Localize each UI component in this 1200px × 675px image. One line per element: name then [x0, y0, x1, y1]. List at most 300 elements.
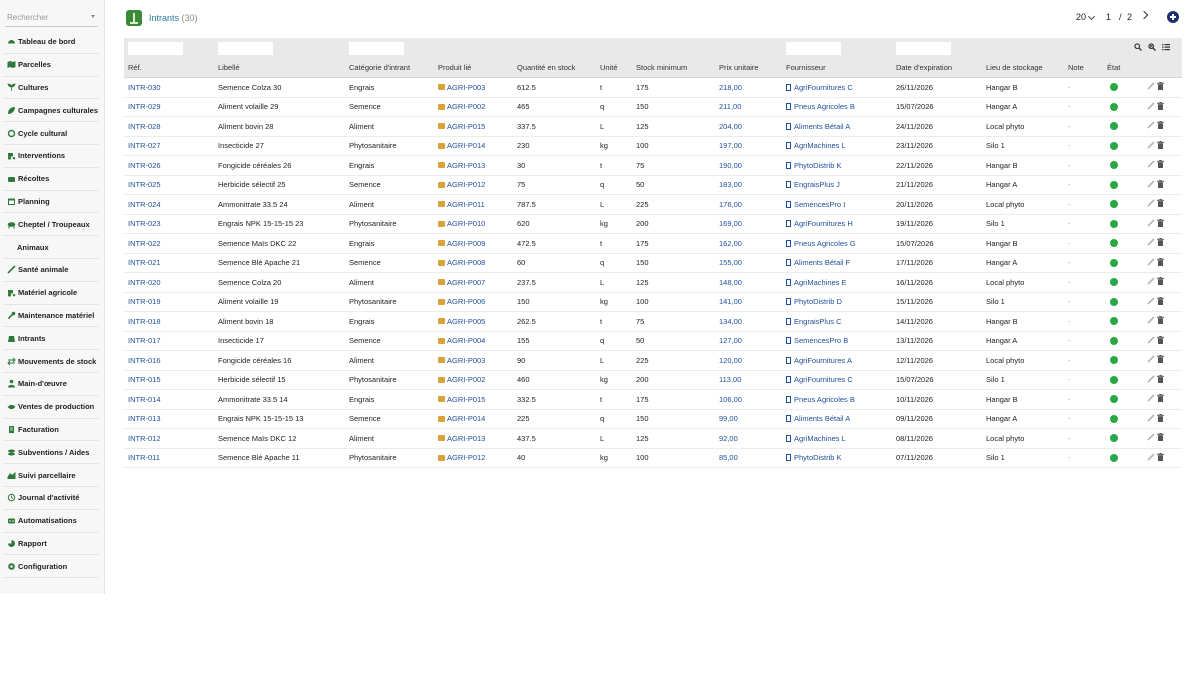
sidebar-item-subventions-aides[interactable] [4, 441, 99, 464]
cell-prix-text: 211,00 [719, 102, 742, 111]
cell-categorie [349, 375, 397, 384]
cell-produit-text[interactable]: AGRI-P015 [447, 394, 486, 404]
cell-ref-text[interactable]: INTR-018 [128, 316, 161, 326]
cell-quantite-text: 620 [517, 219, 530, 228]
sidebar-item-ventes-de-production[interactable] [4, 396, 99, 419]
cell-fournisseur-text[interactable]: EngraisPlus J [794, 180, 840, 189]
sidebar-item-recoltes[interactable] [4, 168, 99, 191]
cell-ref[interactable] [128, 200, 161, 209]
edit-icon[interactable] [1147, 394, 1155, 402]
cell-produit[interactable] [438, 180, 485, 189]
cell-ref[interactable] [128, 434, 161, 443]
table-row[interactable] [124, 390, 1182, 410]
sidebar-item-planning[interactable] [4, 191, 99, 214]
cell-prix [719, 239, 742, 248]
cell-produit-text[interactable]: AGRI-P014 [447, 414, 486, 423]
cell-ref-text[interactable]: INTR-013 [128, 414, 161, 423]
edit-icon[interactable] [1147, 141, 1155, 149]
sidebar-item-main-d-uvre[interactable] [4, 373, 99, 396]
edit-icon[interactable] [1147, 180, 1155, 188]
cell-ref-text[interactable]: INTR-012 [128, 433, 161, 443]
delete-icon[interactable] [1157, 414, 1164, 422]
cell-produit[interactable] [438, 395, 485, 404]
transfer-icon [7, 357, 16, 366]
cell-ref[interactable] [128, 239, 161, 248]
cell-ref-text[interactable]: INTR-025 [128, 180, 161, 189]
sidebar-item-sante-animale[interactable] [4, 259, 99, 282]
cell-ref[interactable] [128, 297, 161, 306]
cell-fournisseur[interactable] [786, 356, 852, 365]
cell-ref[interactable] [128, 395, 161, 404]
cell-fournisseur[interactable] [786, 122, 850, 131]
cell-fournisseur-text[interactable]: SemencesPro B [794, 336, 849, 345]
cell-lieu-text: Local phyto [986, 433, 1025, 443]
cell-fournisseur[interactable] [786, 180, 840, 189]
cell-ref-text[interactable]: INTR-022 [128, 238, 161, 248]
cell-fournisseur[interactable] [786, 395, 855, 404]
column-header[interactable]: Stock minimum [636, 63, 688, 72]
table-row[interactable] [124, 429, 1182, 449]
edit-icon[interactable] [1147, 277, 1155, 285]
sidebar-item-label: Main-d'œuvre [18, 379, 67, 389]
cell-fournisseur[interactable] [786, 434, 846, 443]
table-row[interactable] [124, 98, 1182, 118]
cell-produit[interactable] [438, 297, 485, 306]
edit-icon[interactable] [1147, 121, 1155, 129]
cell-lieu-text: Silo 1 [986, 219, 1005, 228]
sidebar-item-campagnes-culturales[interactable] [4, 99, 99, 122]
edit-icon[interactable] [1147, 82, 1155, 90]
handshake-icon [7, 402, 16, 411]
cell-prix [719, 102, 741, 111]
cell-categorie-text: Phytosanitaire [349, 375, 397, 384]
cell-produit[interactable] [438, 239, 485, 248]
cell-unite-text: q [600, 180, 605, 189]
column-header[interactable]: Produit lié [438, 63, 472, 72]
delete-icon[interactable] [1157, 453, 1164, 461]
table-row[interactable] [124, 137, 1182, 157]
edit-icon[interactable] [1147, 336, 1155, 344]
cell-ref-text[interactable]: INTR-029 [128, 102, 161, 111]
cell-quantite-text: 332.5 [517, 394, 536, 404]
cell-fournisseur[interactable] [786, 336, 848, 345]
cell-fournisseur[interactable] [786, 278, 847, 287]
cell-prix-text: 218,00 [719, 82, 742, 92]
sidebar-item-intrants[interactable] [4, 327, 99, 350]
delete-icon[interactable] [1157, 394, 1164, 402]
cell-quantite-text: 150 [517, 297, 530, 306]
cell-ref-text[interactable]: INTR-017 [128, 336, 161, 345]
cell-produit-text[interactable]: AGRI-P013 [447, 160, 486, 170]
cell-fournisseur-text[interactable]: Aliments Bétail A [794, 414, 851, 423]
sidebar-item-tableau-de-bord[interactable] [4, 31, 99, 54]
column-header[interactable]: Fournisseur [786, 63, 826, 72]
cell-note [1068, 278, 1071, 287]
cell-ref-text[interactable]: INTR-023 [128, 219, 161, 228]
cell-produit[interactable] [438, 453, 485, 462]
delete-icon[interactable] [1157, 121, 1164, 129]
cell-ref[interactable] [128, 83, 161, 92]
cell-ref[interactable] [128, 219, 161, 228]
cell-quantite [517, 317, 536, 326]
cell-categorie [349, 434, 374, 443]
table-row[interactable] [124, 351, 1182, 371]
cell-note-text: - [1068, 414, 1071, 423]
cell-fournisseur-text[interactable]: AgriFournitures C [794, 375, 853, 384]
sidebar-item-label: Intrants [18, 333, 46, 343]
status-indicator-icon [1110, 395, 1118, 403]
delete-icon[interactable] [1157, 219, 1164, 227]
table-row[interactable] [124, 215, 1182, 235]
cell-produit-text[interactable]: AGRI-P002 [447, 102, 486, 111]
cell-ref[interactable] [128, 317, 161, 326]
cell-unite [600, 258, 604, 267]
cell-ref[interactable] [128, 278, 161, 287]
cell-categorie-text: Engrais [349, 394, 375, 404]
search-input[interactable] [5, 10, 91, 24]
cell-ref[interactable] [128, 102, 161, 111]
cell-date [896, 141, 933, 150]
cell-ref-text[interactable]: INTR-015 [128, 375, 161, 384]
cell-stock-min-text: 100 [636, 141, 649, 150]
tractor-icon [7, 151, 16, 160]
table-row[interactable] [124, 293, 1182, 313]
delete-icon[interactable] [1157, 277, 1164, 285]
cell-lieu [986, 83, 1018, 92]
cell-note [1068, 375, 1071, 384]
edit-icon[interactable] [1147, 258, 1155, 266]
cell-stock-min-text: 125 [636, 121, 649, 131]
edit-icon[interactable] [1147, 316, 1155, 324]
cell-stock-min [636, 356, 649, 365]
cell-fournisseur-text[interactable]: Pneus Agricoles B [794, 394, 855, 404]
column-header[interactable]: Note [1068, 63, 1084, 72]
cell-prix [719, 83, 742, 92]
delete-icon[interactable] [1157, 238, 1164, 246]
cell-ref-text[interactable]: INTR-021 [128, 258, 161, 267]
cell-fournisseur[interactable] [786, 375, 853, 384]
column-header[interactable]: Prix unitaire [719, 63, 759, 72]
cell-prix-text: 120,00 [719, 355, 742, 365]
cell-ref[interactable] [128, 141, 161, 150]
sidebar-item-cheptel-troupeaux[interactable] [4, 213, 99, 236]
cell-fournisseur-text[interactable]: AgriMachines L [794, 433, 846, 443]
column-header[interactable]: Date d'expiration [896, 63, 953, 72]
cell-fournisseur[interactable] [786, 219, 853, 228]
filter-categorie-input[interactable] [349, 42, 404, 55]
cell-fournisseur-text[interactable]: PhytoDistrib D [794, 297, 842, 306]
cell-produit[interactable] [438, 414, 485, 423]
table-row[interactable] [124, 156, 1182, 176]
per-page-select[interactable]: 20 [1076, 12, 1087, 22]
cell-quantite [517, 258, 525, 267]
cell-produit-text[interactable]: AGRI-P011 [447, 199, 485, 209]
cell-produit-text[interactable]: AGRI-P015 [447, 121, 486, 131]
cell-fournisseur-text[interactable]: AgriFournitures A [794, 355, 852, 365]
cell-ref-text[interactable]: INTR-026 [128, 160, 161, 170]
delete-icon[interactable] [1157, 102, 1164, 110]
cell-fournisseur[interactable] [786, 258, 850, 267]
clear-filter-icon[interactable] [1148, 43, 1156, 51]
edit-icon[interactable] [1147, 433, 1155, 441]
table-row[interactable] [124, 332, 1182, 352]
delete-icon[interactable] [1157, 375, 1164, 383]
building-icon [786, 181, 791, 188]
edit-icon[interactable] [1147, 355, 1155, 363]
cell-stock-min-text: 175 [636, 238, 649, 248]
sidebar-item-parcelles[interactable] [4, 54, 99, 77]
sidebar-item-mouvements-de-stock[interactable] [4, 350, 99, 373]
cell-fournisseur-text[interactable]: PhytoDistrib K [794, 160, 842, 170]
cell-produit[interactable] [438, 356, 485, 365]
chevron-down-icon[interactable] [91, 15, 95, 18]
cell-produit[interactable] [438, 258, 485, 267]
sidebar-item-interventions[interactable] [4, 145, 99, 168]
add-record-button[interactable] [1167, 11, 1179, 23]
cell-quantite [517, 395, 536, 404]
table-row[interactable] [124, 78, 1182, 98]
cell-ref-text[interactable]: INTR-019 [128, 297, 161, 306]
status-indicator-icon [1110, 161, 1118, 169]
cell-produit[interactable] [438, 122, 485, 131]
cell-fournisseur-text[interactable]: Aliments Bétail F [794, 258, 851, 267]
cell-date [896, 278, 933, 287]
table-row[interactable] [124, 273, 1182, 293]
cell-unite [600, 375, 608, 384]
delete-icon[interactable] [1157, 297, 1164, 305]
table-row[interactable] [124, 312, 1182, 332]
column-header[interactable]: Réf. [128, 63, 142, 72]
cell-ref[interactable] [128, 414, 161, 423]
cell-produit-text[interactable]: AGRI-P002 [447, 375, 486, 384]
sidebar-item-cycle-cultural[interactable] [4, 122, 99, 145]
sidebar-item-cultures[interactable] [4, 77, 99, 100]
sidebar-item-rapport[interactable] [4, 533, 99, 556]
cell-fournisseur[interactable] [786, 414, 850, 423]
cell-ref[interactable] [128, 180, 161, 189]
cell-unite-text: kg [600, 375, 608, 384]
cell-fournisseur[interactable] [786, 83, 853, 92]
delete-icon[interactable] [1157, 336, 1164, 344]
cell-fournisseur[interactable] [786, 141, 846, 150]
cell-ref-text[interactable]: INTR-014 [128, 394, 161, 404]
cell-produit-text[interactable]: AGRI-P012 [447, 453, 486, 462]
cell-ref[interactable] [128, 122, 161, 131]
cell-fournisseur[interactable] [786, 200, 845, 209]
status-indicator-icon [1110, 298, 1118, 306]
cell-produit-text[interactable]: AGRI-P010 [447, 219, 486, 228]
sidebar-item-automatisations[interactable] [4, 510, 99, 533]
cell-date-text: 26/11/2026 [896, 82, 933, 92]
edit-icon[interactable] [1147, 453, 1155, 461]
cell-libelle [218, 219, 303, 228]
delete-icon[interactable] [1157, 199, 1164, 207]
table-row[interactable] [124, 254, 1182, 274]
cell-prix [719, 453, 738, 462]
table-row[interactable] [124, 449, 1182, 469]
cell-produit-text[interactable]: AGRI-P013 [447, 433, 486, 443]
filter-date-input[interactable] [896, 42, 951, 55]
edit-icon[interactable] [1147, 297, 1155, 305]
edit-icon[interactable] [1147, 414, 1155, 422]
cell-fournisseur-text[interactable]: AgriMachines L [794, 141, 846, 150]
cell-produit-text[interactable]: AGRI-P014 [447, 141, 486, 150]
cell-stock-min-text: 225 [636, 199, 649, 209]
sidebar-item-suivi-parcellaire[interactable] [4, 464, 99, 487]
delete-icon[interactable] [1157, 180, 1164, 188]
sidebar-item-animaux[interactable] [4, 236, 99, 259]
cell-stock-min-text: 150 [636, 258, 649, 267]
cell-produit-text[interactable]: AGRI-P006 [447, 297, 486, 306]
cell-produit-text[interactable]: AGRI-P009 [447, 238, 486, 248]
cell-produit[interactable] [438, 375, 485, 384]
delete-icon[interactable] [1157, 160, 1164, 168]
cell-fournisseur[interactable] [786, 317, 842, 326]
cell-ref-text[interactable]: INTR-024 [128, 199, 161, 209]
cell-ref-text[interactable]: INTR-028 [128, 121, 161, 131]
cell-ref[interactable] [128, 453, 160, 462]
delete-icon[interactable] [1157, 258, 1164, 266]
edit-icon[interactable] [1147, 238, 1155, 246]
field-track-icon [7, 471, 16, 480]
sidebar-item-maintenance-materiel[interactable] [4, 305, 99, 328]
cell-ref[interactable] [128, 258, 161, 267]
delete-icon[interactable] [1157, 316, 1164, 324]
cell-date [896, 395, 933, 404]
cell-prix [719, 122, 742, 131]
cell-prix-text: 134,00 [719, 316, 742, 326]
edit-icon[interactable] [1147, 219, 1155, 227]
sidebar-item-facturation[interactable] [4, 419, 99, 442]
cell-fournisseur-text[interactable]: Aliments Bétail A [794, 121, 851, 131]
cell-produit-text[interactable]: AGRI-P008 [447, 258, 486, 267]
cell-produit-text[interactable]: AGRI-P003 [447, 355, 486, 365]
sidebar-item-journal-d-activite[interactable] [4, 487, 99, 510]
cell-produit[interactable] [438, 141, 485, 150]
cell-fournisseur-text[interactable]: Pneus Agricoles B [794, 102, 855, 111]
table-row[interactable] [124, 234, 1182, 254]
cell-produit-text[interactable]: AGRI-P012 [447, 180, 486, 189]
table-row[interactable] [124, 195, 1182, 215]
column-header[interactable]: Libellé [218, 63, 240, 72]
edit-icon[interactable] [1147, 199, 1155, 207]
cell-categorie-text: Semence [349, 102, 381, 111]
cell-produit[interactable] [438, 161, 485, 170]
cell-fournisseur[interactable] [786, 453, 842, 462]
cell-fournisseur-text[interactable]: SemencesPro I [794, 199, 846, 209]
sidebar-item-materiel-agricole[interactable] [4, 282, 99, 305]
column-header[interactable]: État [1107, 63, 1121, 72]
column-header[interactable]: Catégorie d'intrant [349, 63, 411, 72]
cell-unite-text: kg [600, 219, 608, 228]
cell-ref[interactable] [128, 375, 161, 384]
cell-ref-text[interactable]: INTR-030 [128, 82, 161, 92]
edit-icon[interactable] [1147, 375, 1155, 383]
cell-produit[interactable] [438, 336, 485, 345]
column-header[interactable]: Unité [600, 63, 618, 72]
column-header[interactable]: Quantité en stock [517, 63, 576, 72]
sidebar-item-label: Journal d'activité [18, 493, 80, 503]
cell-fournisseur-text[interactable]: PhytoDistrib K [794, 453, 842, 462]
delete-icon[interactable] [1157, 141, 1164, 149]
cell-note-text: - [1068, 336, 1071, 345]
filter-fournisseur-input[interactable] [786, 42, 841, 55]
cell-quantite-text: 787.5 [517, 199, 536, 209]
cell-produit[interactable] [438, 200, 485, 209]
table-row[interactable] [124, 176, 1182, 196]
search-icon[interactable] [1134, 43, 1142, 51]
cell-produit-text[interactable]: AGRI-P005 [447, 316, 486, 326]
filter-libelle-input[interactable] [218, 42, 273, 55]
cell-fournisseur[interactable] [786, 102, 855, 111]
cell-fournisseur-text[interactable]: AgriFournitures H [794, 219, 853, 228]
cell-date-text: 15/11/2026 [896, 297, 933, 306]
cell-fournisseur-text[interactable]: Pneus Agricoles G [794, 238, 856, 248]
cell-fournisseur-text[interactable]: AgriMachines E [794, 277, 847, 287]
table-row[interactable] [124, 410, 1182, 430]
cell-produit[interactable] [438, 278, 485, 287]
sidebar-item-label: Matériel agricole [18, 288, 78, 298]
cell-prix [719, 375, 741, 384]
cell-lieu-text: Silo 1 [986, 453, 1005, 462]
cell-produit-text[interactable]: AGRI-P007 [447, 277, 486, 287]
delete-icon[interactable] [1157, 355, 1164, 363]
cell-fournisseur[interactable] [786, 161, 842, 170]
cell-ref[interactable] [128, 356, 161, 365]
filter-ref-input[interactable] [128, 42, 183, 55]
cell-categorie [349, 180, 381, 189]
sidebar-nav [0, 31, 104, 578]
table-row[interactable] [124, 117, 1182, 137]
cell-produit[interactable] [438, 83, 485, 92]
sidebar-item-configuration[interactable] [4, 555, 99, 578]
table-row[interactable] [124, 371, 1182, 391]
cell-ref-text[interactable]: INTR-016 [128, 355, 161, 365]
column-header[interactable]: Lieu de stockage [986, 63, 1043, 72]
cell-produit[interactable] [438, 317, 485, 326]
cell-categorie-text: Aliment [349, 121, 375, 131]
cell-produit[interactable] [438, 219, 485, 228]
page-title [149, 13, 198, 23]
cell-fournisseur-text[interactable]: EngraisPlus C [794, 316, 842, 326]
delete-icon[interactable] [1157, 82, 1164, 90]
cell-quantite [517, 239, 536, 248]
cell-produit[interactable] [438, 102, 485, 111]
cell-fournisseur[interactable] [786, 239, 856, 248]
gear-icon [7, 562, 16, 571]
next-page-icon[interactable] [1140, 11, 1148, 19]
edit-icon[interactable] [1147, 160, 1155, 168]
cell-ref-text[interactable]: INTR-027 [128, 141, 161, 150]
status-indicator-icon [1110, 278, 1118, 286]
cell-fournisseur[interactable] [786, 297, 842, 306]
cell-fournisseur-text[interactable]: AgriFournitures C [794, 82, 853, 92]
cell-produit-text[interactable]: AGRI-P004 [447, 336, 486, 345]
cell-ref-text[interactable]: INTR-020 [128, 277, 161, 287]
cell-ref[interactable] [128, 336, 161, 345]
cell-ref-text[interactable]: INTR-011 [128, 453, 160, 462]
cell-ref[interactable] [128, 161, 161, 170]
cell-produit-text[interactable]: AGRI-P003 [447, 82, 486, 92]
sidebar-search[interactable] [5, 10, 98, 27]
chevron-down-icon[interactable] [1088, 13, 1095, 20]
cell-produit[interactable] [438, 434, 485, 443]
cell-note-text: - [1068, 102, 1071, 111]
delete-icon[interactable] [1157, 433, 1164, 441]
page-current[interactable]: 1 [1106, 12, 1112, 22]
edit-icon[interactable] [1147, 102, 1155, 110]
column-list-icon[interactable] [1162, 43, 1170, 51]
